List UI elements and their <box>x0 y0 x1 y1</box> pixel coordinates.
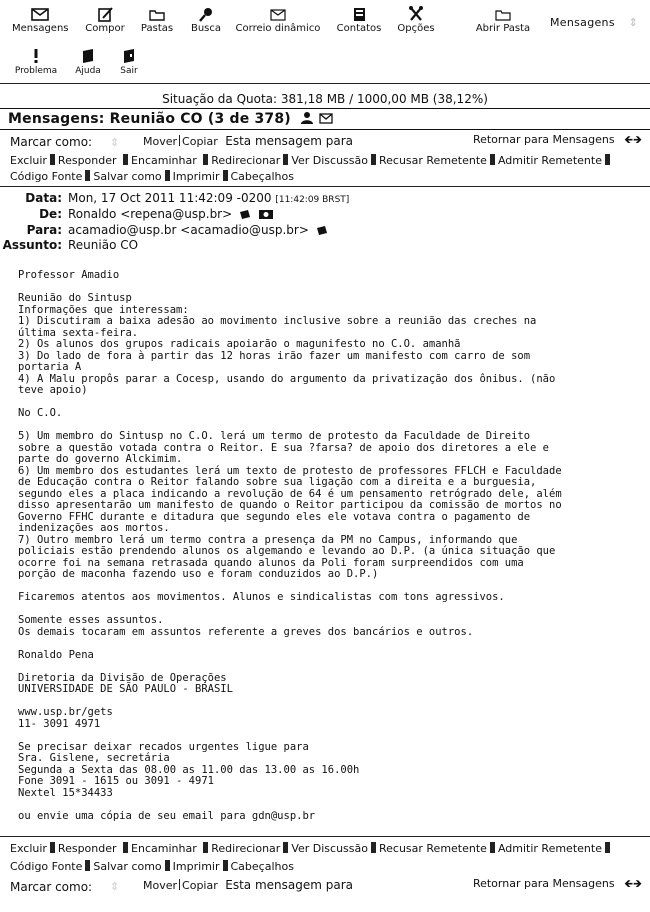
header-value[interactable]: Ronaldo <repena@usp.br> <box>68 207 233 221</box>
toolbar-label: Busca <box>190 23 222 34</box>
toolbar-label: Problema <box>14 66 58 76</box>
divider <box>0 83 650 84</box>
arrow-right-icon[interactable]: 🡺 <box>633 133 642 146</box>
action-row-1 <box>8 154 611 167</box>
exit-icon <box>118 48 140 64</box>
mover-button[interactable]: Mover <box>143 879 178 892</box>
divider <box>0 186 650 187</box>
envelope-small-icon <box>319 112 333 124</box>
recusar-remetente-button[interactable]: Recusar Remetente <box>378 154 487 167</box>
imprimir-button[interactable]: Imprimir <box>172 170 220 183</box>
bottom-retornar-group <box>473 875 642 894</box>
spinner-icon[interactable]: ⇕ <box>110 136 120 149</box>
open-folder-icon <box>492 6 514 22</box>
message-title-bar <box>0 108 650 130</box>
action-row-2 <box>8 170 296 183</box>
header-label: De: <box>39 207 62 221</box>
esta-mensagem-label: Esta mensagem para <box>225 134 354 148</box>
header-label: Para: <box>26 223 62 237</box>
ver-discussao-button[interactable]: Ver Discussão <box>291 842 368 855</box>
arrow-right-icon[interactable]: 🡺 <box>633 877 642 890</box>
salvar-como-button[interactable]: Salvar como <box>93 170 162 183</box>
toolbar-label: Correio dinâmico <box>235 23 321 34</box>
admitir-remetente-button[interactable]: Admitir Remetente <box>497 842 602 855</box>
search-icon <box>195 6 217 22</box>
codigo-fonte-button[interactable]: Código Fonte <box>10 860 83 873</box>
retornar-group <box>473 131 642 150</box>
toolbar-label: Opções <box>397 23 435 34</box>
bottom-move-copy-group <box>143 878 353 892</box>
mover-button[interactable]: Mover <box>143 135 178 148</box>
marcar-como-row <box>10 135 92 149</box>
toolbar-problema[interactable] <box>12 48 60 77</box>
encaminhar-button[interactable]: Encaminhar <box>131 842 197 855</box>
arrow-left-icon[interactable]: 🡸 <box>624 133 634 146</box>
options-icon <box>405 6 427 22</box>
quota-status: Situação da Quota: 381,18 MB / 1000,00 MB (38,12%) <box>162 92 488 106</box>
user-icon <box>300 111 314 125</box>
copiar-button[interactable]: Copiar <box>182 879 218 892</box>
redirecionar-button[interactable]: Redirecionar <box>211 154 281 167</box>
mensagens-dropdown[interactable] <box>550 16 638 29</box>
admitir-remetente-button[interactable]: Admitir Remetente <box>497 154 602 167</box>
codigo-fonte-button[interactable]: Código Fonte <box>10 170 83 183</box>
cabecalhos-button[interactable]: Cabeçalhos <box>230 170 294 183</box>
toolbar-abrir-pasta[interactable] <box>470 6 536 35</box>
marcar-como-label: Marcar como: <box>10 135 93 149</box>
envelope-icon <box>29 6 51 22</box>
ver-discussao-button[interactable]: Ver Discussão <box>291 154 368 167</box>
divider <box>0 836 650 837</box>
encaminhar-button[interactable]: Encaminhar <box>131 154 197 167</box>
toolbar-label: Ajuda <box>75 66 101 76</box>
retornar-link[interactable]: Retornar para Mensagens <box>472 133 615 146</box>
redirecionar-button[interactable]: Redirecionar <box>211 842 281 855</box>
toolbar-opcoes[interactable] <box>392 6 440 35</box>
header-value: Reunião CO <box>68 238 139 252</box>
top-toolbar <box>0 0 650 82</box>
copiar-button[interactable]: Copiar <box>182 135 218 148</box>
excluir-button[interactable]: Excluir <box>10 842 47 855</box>
toolbar-label: Compor <box>85 23 125 34</box>
exclamation-icon <box>25 48 47 64</box>
compose-icon <box>94 6 116 22</box>
add-contact-icon[interactable] <box>316 225 328 236</box>
header-value: Mon, 17 Oct 2011 11:42:09 -0200 <box>68 191 272 205</box>
responder-button[interactable]: Responder <box>57 154 117 167</box>
photo-icon[interactable] <box>258 209 274 220</box>
page-title <box>8 111 333 127</box>
add-contact-icon[interactable] <box>239 209 251 220</box>
toolbar-busca[interactable] <box>186 6 226 35</box>
excluir-button[interactable]: Excluir <box>10 154 47 167</box>
header-label: Data: <box>25 191 62 205</box>
mensagens-dropdown-label: Mensagens <box>550 16 615 29</box>
dynamic-mail-icon <box>267 6 289 22</box>
marcar-como-label: Marcar como: <box>10 880 93 894</box>
bottom-marcar-como-row <box>10 880 92 894</box>
spinner-icon[interactable]: ⇕ <box>110 880 120 893</box>
toolbar-correio-dinamico[interactable] <box>232 6 324 35</box>
toolbar-pastas[interactable] <box>136 6 178 35</box>
header-value[interactable]: acamadio@usp.br <acamadio@usp.br> <box>68 223 309 237</box>
toolbar-sair[interactable] <box>114 48 144 77</box>
toolbar-label: Contatos <box>336 23 382 34</box>
chevron-down-icon: ⇕ <box>628 16 639 29</box>
toolbar-contatos[interactable] <box>334 6 384 35</box>
folder-icon <box>146 6 168 22</box>
bottom-action-row-2 <box>8 860 296 873</box>
salvar-como-button[interactable]: Salvar como <box>93 860 162 873</box>
recusar-remetente-button[interactable]: Recusar Remetente <box>378 842 487 855</box>
imprimir-button[interactable]: Imprimir <box>172 860 220 873</box>
toolbar-label: Mensagens <box>12 23 69 34</box>
help-icon <box>77 48 99 64</box>
responder-button[interactable]: Responder <box>57 842 117 855</box>
arrow-left-icon[interactable]: 🡸 <box>624 877 634 890</box>
contacts-icon <box>348 6 370 22</box>
header-label: Assunto: <box>2 238 62 252</box>
message-body: Professor Amadio Reunião do Sintusp Informações que interessam: 1) Discutiram a baixa adesão ao movimento inclusive sobre a reunião das creches na última sexta-feira. 2) Os alunos dos grupos radicais apoiarão o magunifesto no C.O. amanhã 3) Do lado de fora à partir das 12 horas irão fazer um manifesto com carro de som portaria A 4) A Malu propôs parar a Cocesp, usando do argumento da privatização dos ônibus. (não teve apoio) No C.O. 5) Um membro do Sintusp no C.O. lerá um termo de protesto da Faculdade de Direito sobre a questão votada contra o Reitor. E sua ?farsa? de apoio dos diretores a ele e parte do governo Alckimim. 6) Um membro dos estudantes lerá um texto de protesto de professores FFLCH e Faculdade de Educação contra o Reitor falando sobre sua ligação com a direita e a burguesia, segundo eles a placa indicando a revolução de 64 é um pensamento retrógrado dele, além disso apresentarão um manifesto de quando o Reitor participou da comissão de mortos no Governo FFHC durante e ditadura que segundo eles ele votava contra o pagamento de indenizações aos mortos. 7) Outro membro lerá um termo contra a presença da PM no Campus, informando que policiais estão prendendo alunos os algemando e levando ao D.P. (a única situação que ocorre foi na semana retrasada quando alunos da Poli foram surpreendidos com uma porção de maconha fazendo uso e foram conduzidos ao D.P.) Ficaremos atentos aos movimentos. Alunos e sindicalistas com tons agressivos. Somente esses assuntos. Os demais tocaram em assuntos referente a greves dos bancários e outros. Ronaldo Pena Diretoria da Divisão de Operações UNIVERSIDADE DE SÃO PAULO - BRASIL www.usp.br/gets 11- 3091 4971 Se precisar deixar recados urgentes ligue para Sra. Gislene, secretária Segunda a Sexta das 08.00 as 11.00 das 13.00 as 16.00h Fone 3091 - 1615 ou 3091 - 4971 Nextel 15*34433 ou envie uma cópia de seu email para gdn@usp.br <box>18 269 562 822</box>
page-title-text: Mensagens: Reunião CO (3 de 378) <box>8 111 291 127</box>
toolbar-ajuda[interactable] <box>70 48 106 77</box>
move-copy-group <box>143 134 353 148</box>
toolbar-label: Abrir Pasta <box>475 23 531 34</box>
toolbar-label: Sair <box>120 66 138 76</box>
bottom-action-row-1 <box>8 842 611 855</box>
retornar-link[interactable]: Retornar para Mensagens <box>472 877 615 890</box>
toolbar-compor[interactable] <box>82 6 128 35</box>
cabecalhos-button[interactable]: Cabeçalhos <box>230 860 294 873</box>
toolbar-label: Pastas <box>140 23 174 34</box>
esta-mensagem-label: Esta mensagem para <box>225 878 354 892</box>
header-time-local: [11:42:09 BRST] <box>275 195 350 205</box>
toolbar-mensagens[interactable] <box>12 6 68 35</box>
